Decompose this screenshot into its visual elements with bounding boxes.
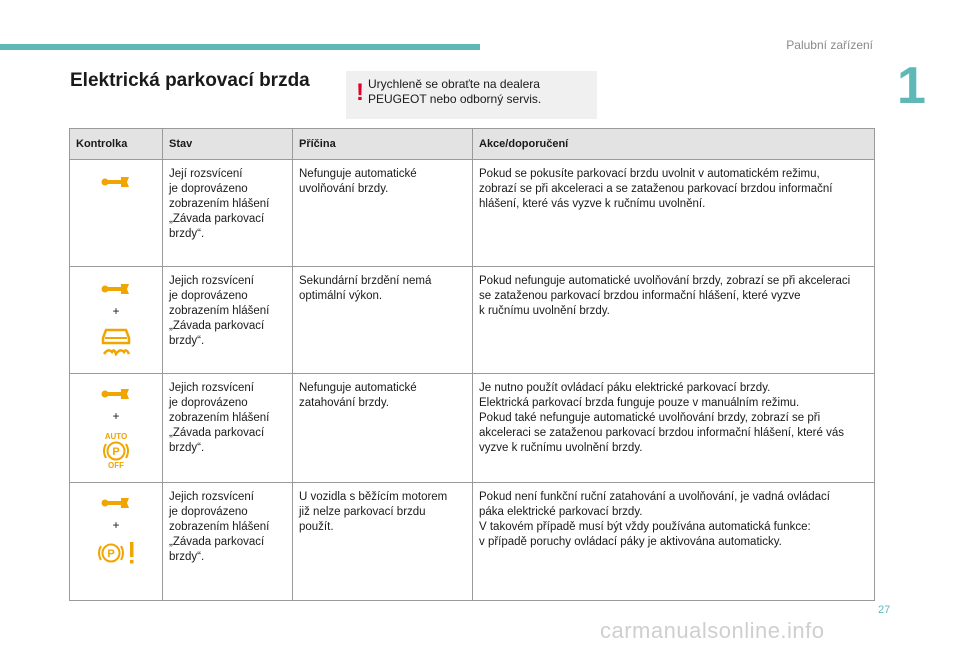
auto-label: AUTO (104, 432, 128, 441)
text-line: brzdy“. (169, 551, 205, 563)
text-line: zatahování brzdy. (299, 397, 389, 409)
text-line: zobrazí se při akceleraci a se zataženou parkovací brzdou informační (479, 183, 833, 195)
plus-sign: + (112, 304, 120, 318)
text-line: „Závada parkovací (169, 427, 265, 439)
text-line: hlášení, které vás vyzve k ručnímu uvolnění. (479, 198, 706, 210)
text-line: brzdy“. (169, 228, 205, 240)
text-line: Pokud se pokusíte parkovací brzdu uvolnit v automatickém režimu, (479, 168, 820, 180)
indicator-cell (70, 160, 163, 267)
exclamation-icon: ! (356, 79, 364, 106)
table-row (70, 267, 875, 374)
table-row (70, 483, 875, 601)
text-line: Sekundární brzdění nemá (299, 275, 432, 287)
text-line: Pokud nefunguje automatické uvolňování brzdy, zobrazí se při akceleraci (479, 275, 851, 287)
p-label: P (112, 446, 120, 458)
text-line: se zataženou parkovací brzdou informační hlášení, které vyzve (479, 290, 801, 302)
plus-sign: + (112, 409, 120, 423)
cause-cell (293, 374, 473, 483)
column-header: Příčina (293, 129, 473, 160)
text-line: je doprovázeno (169, 397, 248, 409)
plus-sign: + (112, 518, 120, 532)
text-line: Nefunguje automatické (299, 382, 417, 394)
text-line: optimální výkon. (299, 290, 383, 302)
parking-brake-warning-icon (94, 540, 138, 566)
column-header: Kontrolka (70, 129, 163, 160)
text-line: Jejich rozsvícení (169, 275, 255, 287)
action-cell (473, 374, 875, 483)
text-line: je doprovázeno (169, 183, 248, 195)
indicator-cell (70, 483, 163, 601)
text-line: již nelze parkovací brzdu (299, 506, 426, 518)
page-number: 27 (878, 604, 891, 616)
cause-cell (293, 160, 473, 267)
column-header: Stav (163, 129, 293, 160)
off-label: OFF (108, 461, 124, 469)
wrench-icon (101, 496, 131, 510)
column-header: Akce/doporučení (473, 129, 875, 160)
table-row (70, 374, 875, 483)
text-line: Elektrická parkovací brzda funguje pouze v manuálním režimu. (479, 397, 800, 409)
text-line: k ručnímu uvolnění brzdy. (479, 305, 610, 317)
text-line: zobrazením hlášení (169, 198, 270, 210)
state-cell (163, 267, 293, 374)
text-line: zobrazením hlášení (169, 305, 270, 317)
action-cell (473, 483, 875, 601)
text-line: Jejich rozsvícení (169, 382, 255, 394)
watermark: carmanualsonline.info (600, 618, 825, 643)
text-line: zobrazením hlášení (169, 412, 270, 424)
text-line: Nefunguje automatické (299, 168, 417, 180)
state-cell (163, 160, 293, 267)
text-line: v případě poruchy ovládací páky je aktivována automaticky. (479, 536, 782, 548)
action-cell (473, 160, 875, 267)
warning-text: Urychleně se obraťte na dealera PEUGEOT nebo odborný servis. (368, 77, 542, 106)
text-line: je doprovázeno (169, 506, 248, 518)
cause-cell (293, 267, 473, 374)
text-line: zobrazením hlášení (169, 521, 270, 533)
text-line: brzdy“. (169, 442, 205, 454)
text-line: Její rozsvícení (169, 168, 243, 180)
text-line: uvolňování brzdy. (299, 183, 389, 195)
state-cell (163, 483, 293, 601)
table-header-row (70, 129, 875, 160)
cause-cell (293, 483, 473, 601)
text-line: páka elektrické parkovací brzdy. (479, 506, 643, 518)
text-line: Jejich rozsvícení (169, 491, 255, 503)
action-cell (473, 267, 875, 374)
wrench-icon (101, 387, 131, 401)
warning-box (346, 71, 597, 119)
text-line: brzdy“. (169, 335, 205, 347)
page-title: Elektrická parkovací brzda (70, 70, 310, 91)
indicator-cell (70, 267, 163, 374)
chapter-number: 1 (897, 57, 926, 115)
text-line: vyzve k ručnímu uvolnění brzdy. (479, 442, 643, 454)
text-line: je doprovázeno (169, 290, 248, 302)
indicator-cell (70, 374, 163, 483)
car-skid-icon (100, 326, 132, 356)
text-line: „Závada parkovací (169, 536, 265, 548)
text-line: Pokud není funkční ruční zatahování a uvolňování, je vadná ovládací (479, 491, 830, 503)
text-line: „Závada parkovací (169, 320, 265, 332)
text-line: U vozidla s běžícím motorem (299, 491, 448, 503)
p-label: P (107, 548, 115, 560)
table-row (70, 160, 875, 267)
section-title: Palubní zařízení (786, 38, 873, 52)
text-line: V takovém případě musí být vždy používána automatická funkce: (479, 521, 811, 533)
wrench-icon (101, 282, 131, 296)
text-line: Pokud také nefunguje automatické uvolňování brzdy, zobrazí se při (479, 412, 821, 424)
text-line: akceleraci se zataženou parkovací brzdou informační hlášení, které vás (479, 427, 844, 439)
wrench-icon (101, 175, 131, 189)
auto-p-off-icon (99, 431, 133, 469)
state-cell (163, 374, 293, 483)
warning-lights-table (69, 128, 875, 601)
text-line: použít. (299, 521, 334, 533)
header-accent-bar (0, 44, 480, 50)
text-line: Je nutno použít ovládací páku elektrické parkovací brzdy. (479, 382, 771, 394)
text-line: „Závada parkovací (169, 213, 265, 225)
